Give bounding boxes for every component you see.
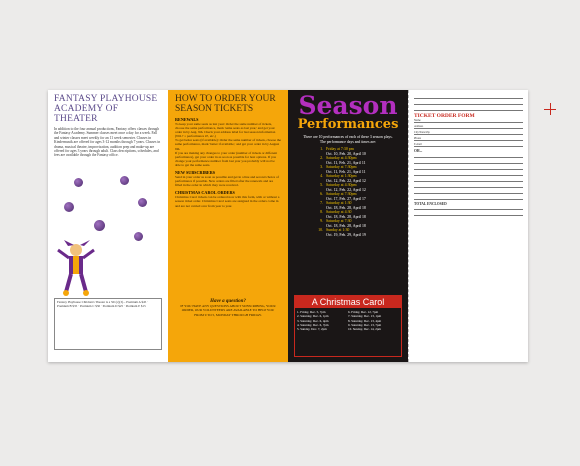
performance-time-text: Saturday at 4:30 <box>326 210 352 214</box>
form-field-phone[interactable]: Phone <box>414 137 523 142</box>
performance-time-text: Saturday at 1:30 <box>326 201 352 205</box>
performance-time-text: Friday at 7:30 pm <box>326 147 354 151</box>
season-heading: Season <box>298 91 398 120</box>
question-text: IF YOU HAVE ANY QUESTIONS ABOUT SUBSCRIBING, YOUR ORDER, OUR VOLUNTEERS ARE AVAILABLE TO HELP YOU FROM 9 TO 5, MONDAY THROUGH FRIDAY. <box>180 304 276 317</box>
performance-dates: Oct. 12, Feb. 22, April 12 <box>326 178 366 183</box>
performance-row <box>293 228 403 237</box>
form-line[interactable] <box>414 100 523 105</box>
academy-info-box: Fantasy Playhouse Children's Theater is a 501(c)(3)... Premium A $45 · Premium B $35 · Premium C $30 · Premium D $25 · Premium E $15 <box>54 298 162 350</box>
academy-title: FANTASY PLAYHOUSE ACADEMY OF THEATER <box>54 94 158 124</box>
christmas-carol-title: A Christmas Carol <box>295 296 401 308</box>
performance-time <box>326 228 366 237</box>
form-line[interactable] <box>414 212 523 217</box>
brochure <box>48 90 528 362</box>
performance-number: 9. <box>320 219 323 223</box>
form-line[interactable] <box>414 165 523 170</box>
performance-row <box>293 183 403 192</box>
performance-row <box>293 174 403 183</box>
performance-number: 5. <box>320 183 323 187</box>
performance-dates: Oct. 18, Feb. 28, April 18 <box>326 223 366 228</box>
performance-time <box>326 219 366 228</box>
christmas-carol-date: 3. Saturday, Dec. 6, 4pm <box>297 318 329 323</box>
ordering-section-text: If you are making any changes to your order (number of tickets or different performance), get your order in as soon as possible for best options. If you change your performance number from last year you probably will not be able to get the same seats. <box>175 150 278 167</box>
performance-time-text: Saturday at 4:30pm <box>326 156 357 160</box>
performance-time-text: Saturday at 7:30pm <box>326 192 357 196</box>
performance-number: 6. <box>320 192 323 196</box>
performance-time <box>326 174 366 183</box>
performance-row <box>293 192 403 201</box>
christmas-carol-date: 1. Friday, Dec. 5, 7pm <box>297 310 326 314</box>
performance-dates: Oct. 18, Feb. 28, April 18 <box>326 214 366 219</box>
performance-number: 10. <box>318 228 323 232</box>
performance-number: 1. <box>320 147 323 151</box>
performance-time-text: Saturday at 4:30pm <box>326 183 357 187</box>
performance-time-text: Sunday at 1:30 <box>326 228 350 232</box>
ordering-section-head: RENEWALS <box>175 117 199 122</box>
christmas-carol-list <box>295 308 401 333</box>
form-field-city-state-zip[interactable]: City/State/Zip <box>414 131 523 136</box>
performance-row <box>293 219 403 228</box>
form-line[interactable] <box>414 177 523 182</box>
form-line[interactable] <box>414 94 523 99</box>
ordering-panel <box>168 90 288 362</box>
christmas-carol-date: 10. Sunday, Dec. 14, 2pm <box>348 327 381 332</box>
performance-number: 8. <box>320 210 323 214</box>
performance-dates: Oct. 17, Feb. 27, April 17 <box>326 196 366 201</box>
ordering-section-head: NEW SUBSCRIBERS <box>175 170 216 176</box>
performance-number: 2. <box>320 156 323 160</box>
form-line[interactable] <box>414 106 523 111</box>
performance-dates: Oct. 18, Feb. 28, April 18 <box>326 205 366 210</box>
performance-list <box>293 147 403 237</box>
jester-illustration-icon <box>54 240 100 296</box>
form-line[interactable] <box>414 159 523 164</box>
performance-row <box>293 165 403 174</box>
performance-dates: Oct. 19, Feb. 29, April 19 <box>326 232 366 237</box>
form-field-name[interactable]: Name <box>414 119 523 124</box>
performance-row <box>293 156 403 165</box>
ordering-section-text: To keep your same seats as last year: Order the same number of tickets, choose the same performance, mark 'same seats as last year,' and get your order in by Aug. 9th. Check your address label for last season information (NO.? = performance #?, etc.) <box>175 122 276 139</box>
performance-row <box>293 201 403 210</box>
academy-panel <box>48 90 168 362</box>
form-line[interactable] <box>414 183 523 188</box>
ordering-section-text: Send in your order as soon as possible and get in a line and second choice of performance if possible. New orders are filled after the renewals and are filled in the order in which they were received. <box>175 175 279 188</box>
performance-time <box>326 210 366 219</box>
crosshair-icon <box>544 103 556 115</box>
academy-body: In addition to the four annual productions, Fantasy offers classes through the Fantasy Academy. Summer classes meet once a day for a week. Fall and winter classes meet weekly for an 11 week semester. Classes in Kindermusik are offered for ages 3-12 months through 7 years. Classes in drama, musical theatre, improvisation, audition prep and make-up are offered for ages 3 years through adult. Class descriptions, schedules, and fees are available through the Fantasy office. <box>54 127 161 158</box>
christmas-carol-date: 4. Saturday, Dec. 6, 7pm <box>297 322 329 327</box>
performance-row <box>293 147 403 156</box>
season-panel <box>288 90 408 362</box>
christmas-carol-date: 8. Saturday, Dec. 13, 4pm <box>348 318 382 323</box>
christmas-carol-date: 5. Sunday, Dec. 7, 2pm <box>297 327 327 332</box>
form-line[interactable] <box>414 171 523 176</box>
performance-number: 7. <box>320 201 323 205</box>
form-line[interactable] <box>414 206 523 211</box>
total-enclosed-label: TOTAL ENCLOSED <box>414 201 447 206</box>
performances-heading: Performances <box>297 117 399 132</box>
form-fields <box>414 119 523 148</box>
christmas-carol-box <box>294 295 402 357</box>
performance-time <box>326 183 366 192</box>
performance-time <box>326 201 366 210</box>
christmas-carol-date: 6. Friday, Dec. 12, 7pm <box>348 310 379 314</box>
form-field-address[interactable]: Address <box>414 125 523 130</box>
ordering-sections <box>175 117 281 208</box>
season-intro: There are 10 performances of each of these 3 season plays. The performance days and times are: <box>303 135 393 144</box>
christmas-carol-date: 2. Saturday, Dec. 6, 1pm <box>297 314 329 319</box>
performance-time <box>326 192 366 201</box>
performance-dates: Oct. 11, Feb. 21, April 11 <box>326 160 366 165</box>
performance-number: 4. <box>320 174 323 178</box>
form-line[interactable] <box>414 195 523 200</box>
form-line[interactable] <box>414 153 523 158</box>
performance-time <box>326 147 366 156</box>
performance-time-text: Saturday at 1:30pm <box>326 174 357 178</box>
performance-time-text: Saturday at 7:30pm <box>326 165 357 169</box>
performance-dates: Oct. 11, Feb. 21, April 11 <box>326 169 366 174</box>
order-form-panel <box>408 90 528 362</box>
performance-dates: Oct. 12, Feb. 22, April 12 <box>326 187 366 192</box>
oh-label: OH... <box>414 149 423 154</box>
christmas-carol-date: 9. Saturday, Dec. 13, 7pm <box>348 322 382 327</box>
form-field-e-mail[interactable]: E-mail <box>414 143 523 148</box>
christmas-carol-date: 7. Saturday, Dec. 13, 1pm <box>348 314 382 319</box>
performance-time <box>326 165 366 174</box>
question-title: Have a question? <box>210 299 246 304</box>
ordering-section-head: CHRISTMAS CAROL ORDERS <box>175 190 235 196</box>
ordering-section-text: Christmas Carol tickets can be ordered now with this form, with or without a season ticket order. Christmas Carol seats are assigned in the orders come in and are not carried over from year to year. <box>175 195 280 208</box>
ordering-section-text: To get better seats (if available): Order the same number of tickets, choose the same performance, mark 'better if available,' and get your order in by August 9th. <box>175 138 281 151</box>
performance-number: 3. <box>320 165 323 169</box>
performance-row <box>293 210 403 219</box>
ticket-order-form-title: TICKET ORDER FORM <box>414 112 475 119</box>
ordering-title: HOW TO ORDER YOUR SEASON TICKETS <box>175 94 276 114</box>
performance-time <box>326 156 366 165</box>
form-line[interactable] <box>414 189 523 194</box>
question-block <box>178 300 278 317</box>
performance-dates: Oct. 10, Feb. 20, April 10 <box>326 151 366 156</box>
performance-time-text: Saturday at 7:30 <box>326 219 352 223</box>
